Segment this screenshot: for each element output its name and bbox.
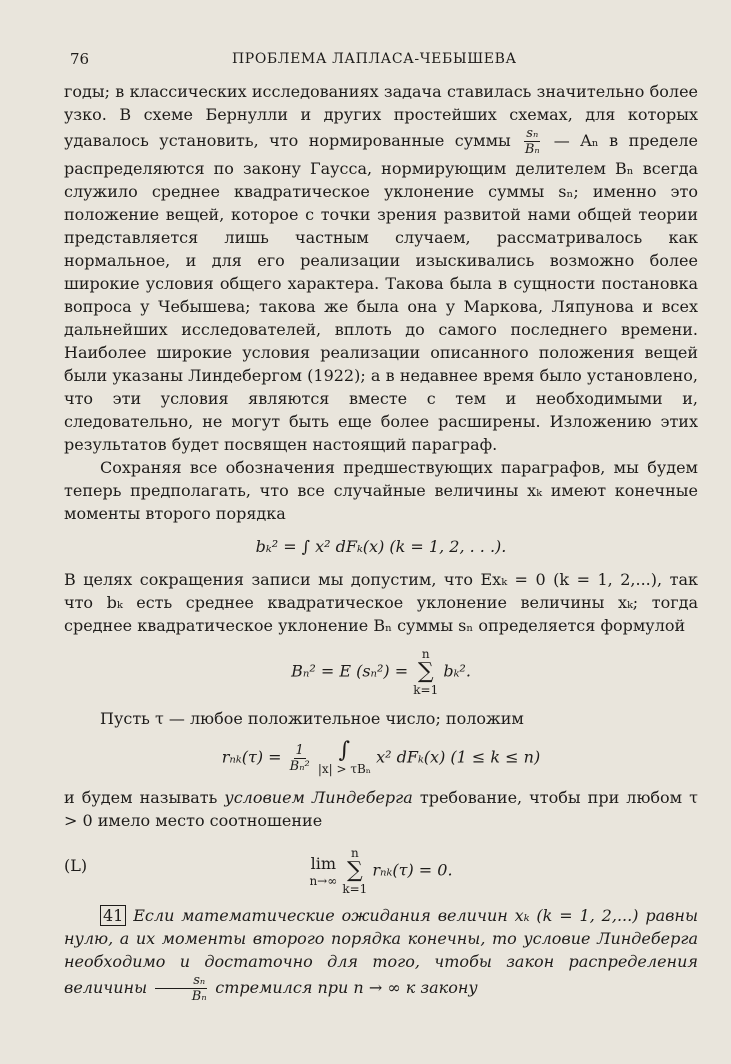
truncated-rhs: x² dFₖ(x) (1 ≤ k ≤ n) [376, 747, 541, 767]
sum-lower-limit: k=1 [413, 683, 439, 697]
fraction-denominator: Bₙ² [289, 758, 310, 774]
paragraph-4: Пусть τ — любое положительное число; положим [100, 709, 524, 728]
sum-operator [342, 846, 367, 896]
limit-operator [309, 854, 337, 888]
paragraph-2: Сохраняя все обозначения предшествующих параграфов, мы будем теперь предполагать, что все случайные величины xₖ имеют конечные моменты второго порядка [64, 458, 698, 523]
running-title: ПРОБЛЕМА ЛАПЛАСА-ЧЕБЫШЕВА [232, 51, 517, 67]
variance-rhs: bₖ². [443, 661, 471, 681]
paragraph-5-text-a: и будем называть [64, 788, 218, 807]
paragraph-5 [64, 786, 698, 832]
fraction-denominator: Bₙ [524, 142, 540, 157]
equation-label: (L) [64, 856, 88, 875]
fraction-numerator: sₙ [526, 126, 539, 141]
variance-lhs: Bₙ² = E (sₙ²) = [291, 661, 409, 681]
paragraph-3: В целях сокращения записи мы допустим, что Exₖ = 0 (k = 1, 2,...), так что bₖ есть среднее квадратическое уклонение величины xₖ; тогда среднее квадратическое уклонение Bₙ суммы sₙ определяется формулой [64, 570, 698, 635]
paragraph-1 [64, 80, 698, 456]
sum-symbol: ∑ [346, 858, 363, 883]
theorem-text-b: стремился при n → ∞ к закону [215, 978, 478, 997]
limit-subscript: n→∞ [309, 874, 338, 888]
integral-domain: |x| > τBₙ [317, 762, 371, 776]
page-number: 76 [70, 50, 90, 68]
theorem-fraction [155, 973, 207, 1004]
fraction-numerator: sₙ [155, 973, 207, 989]
lindeberg-rhs: rₙₖ(τ) = 0. [372, 860, 453, 880]
paragraph-1-text-a: годы; в классических исследованиях задача ставилась значительно более узко. В схеме Бернулли и других простейших схемах, для которых удавалось установить, что нормированные суммы [64, 82, 698, 150]
sum-upper-limit: n [421, 647, 430, 661]
lindeberg-condition-term: условием Линдеберга [224, 788, 413, 807]
equation-lindeberg-condition [64, 846, 698, 896]
sum-lower-limit: k=1 [342, 882, 368, 896]
truncated-lhs: rₙₖ(τ) = [221, 747, 282, 767]
limit-symbol: lim [310, 854, 337, 873]
normalized-sum-fraction [524, 126, 540, 157]
integral-operator [318, 740, 371, 776]
fraction-numerator: 1 [295, 742, 304, 758]
equation-truncated-moment [64, 740, 698, 776]
paragraph-5-text-b: требование, чтобы при любом τ > 0 имело место соотношение [64, 788, 698, 830]
theorem-number: 41 [100, 905, 126, 926]
integral-symbol: ∫ [338, 738, 351, 763]
sum-operator [413, 647, 438, 697]
equation-variance-sum [64, 647, 698, 697]
theorem-text-a: Если математические ожидания величин xₖ (k = 1, 2,...) равны нулю, а их моменты второго порядка конечны, то условие Линдеберга необходимо и достаточно для того, чтобы закон распределения величины [64, 906, 698, 997]
page-body [64, 80, 698, 1004]
inverse-variance-fraction [290, 743, 310, 774]
theorem-41 [64, 904, 698, 1004]
equation-second-moment: bₖ² = ∫ x² dFₖ(x) (k = 1, 2, . . .). [255, 537, 507, 556]
paragraph-1-text-b: — Aₙ в пределе распределяются по закону Гаусса, нормирующим делителем Bₙ всегда служило среднее квадратическое уклонение суммы sₙ; именно это положение вещей, которое с точки зрения развитой нами общей теории представляется лишь частным случаем, рассматривалось как нормальное, и для его реализации изыскивались возможно более широкие условия общего характера. Такова была в сущности постановка вопроса у Чебышева; такова же была она у Маркова, Ляпунова и всех дальнейших исследователей, вплоть до самого последнего времени. Наиболее широкие условия реализации описанного положения вещей были указаны Линдебергом (1922); а в недавнее время было установлено, что эти условия являются вместе с тем и необходимыми и, следовательно, не могут быть еще более расширены. Изложению этих результатов будет посвящен настоящий параграф. [64, 131, 698, 454]
sum-symbol: ∑ [417, 659, 434, 684]
fraction-denominator: Bₙ [191, 989, 207, 1004]
sum-upper-limit: n [350, 846, 359, 860]
